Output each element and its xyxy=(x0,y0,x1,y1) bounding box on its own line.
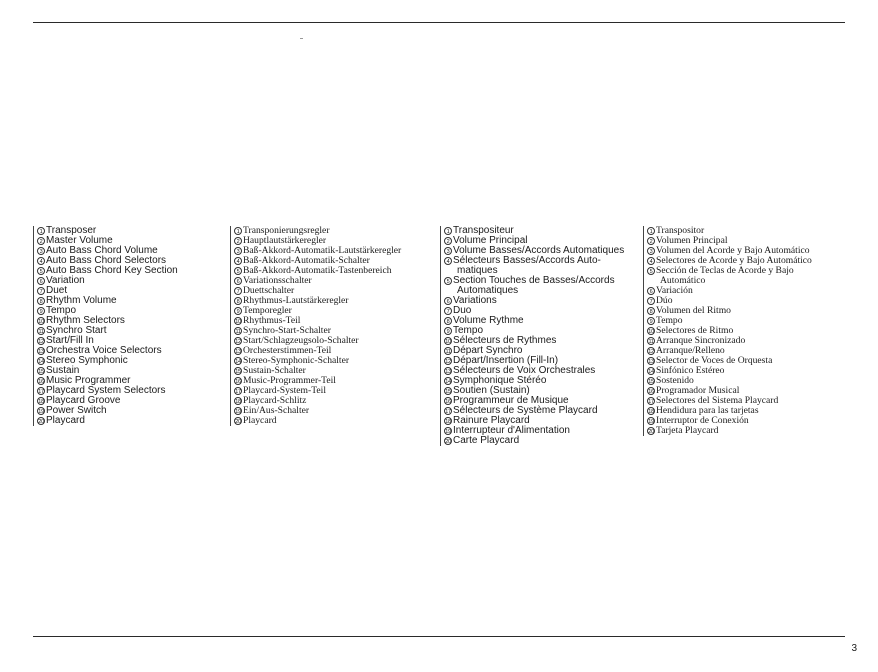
item-label: Soutien (Sustain) xyxy=(453,385,530,396)
item-number-badge: 5 xyxy=(647,267,655,275)
item-number-badge: 17 xyxy=(445,409,451,415)
item-number-badge: 8 xyxy=(234,297,242,305)
item-label: Variations xyxy=(453,295,497,306)
item-label: Start/Schlagzeugsolo-Schalter xyxy=(243,335,359,346)
item-label: Orchesterstimmen-Teil xyxy=(243,345,332,356)
item-number-badge: 7 xyxy=(444,307,452,315)
item-number-badge: 3 xyxy=(37,247,45,255)
item-number-badge: 8 xyxy=(444,317,452,325)
item-label: Hendidura para las tarjetas xyxy=(656,405,759,416)
item-label: Volume Rythme xyxy=(453,315,524,326)
item-label: Variation xyxy=(46,275,85,286)
item-number-badge: 17 xyxy=(38,389,44,395)
bottom-rule xyxy=(33,636,845,637)
item-label: Auto Bass Chord Volume xyxy=(46,245,158,256)
item-label: Orchestra Voice Selectors xyxy=(46,345,162,356)
item-number-badge: 5 xyxy=(37,267,45,275)
item-number-badge: 12 xyxy=(38,339,44,345)
item-label: Volumen del Acorde y Bajo Automático xyxy=(656,245,810,256)
item-label: Dúo xyxy=(656,295,673,306)
item-label: Programador Musical xyxy=(656,385,740,396)
item-number-badge: 7 xyxy=(37,287,45,295)
top-rule xyxy=(33,22,845,23)
item-label: Transposer xyxy=(46,225,97,236)
item-number-badge: 9 xyxy=(444,327,452,335)
item-number-badge: 20 xyxy=(445,439,451,445)
item-number-badge: 19 xyxy=(445,429,451,435)
item-label: Playcard xyxy=(243,415,277,426)
item-number-badge: 17 xyxy=(235,389,241,395)
item-label: Tempo xyxy=(46,305,77,316)
item-number-badge: 13 xyxy=(235,349,241,355)
item-label: Rhythm Selectors xyxy=(46,315,125,326)
item-label: Selectores de Ritmo xyxy=(656,325,734,336)
item-label: Music Programmer xyxy=(46,375,131,386)
item-label: Transponierungsregler xyxy=(243,225,330,236)
list-item xyxy=(444,296,644,306)
item-number-badge: 10 xyxy=(235,319,241,325)
item-label: Sélecteurs Basses/Accords Auto- xyxy=(453,255,601,266)
item-number-badge: 4 xyxy=(444,257,452,265)
item-number-badge: 13 xyxy=(648,359,654,365)
item-label: Volume Basses/Accords Automatiques xyxy=(453,245,625,256)
item-label: Power Switch xyxy=(46,405,107,416)
item-label: Duettschalter xyxy=(243,285,295,296)
item-label: Playcard-System-Teil xyxy=(243,385,326,396)
item-label: Baß-Akkord-Automatik-Schalter xyxy=(243,255,370,266)
item-number-badge: 13 xyxy=(445,369,451,375)
item-number-badge: 19 xyxy=(235,409,241,415)
page-number: 3 xyxy=(851,643,857,654)
item-number-badge: 20 xyxy=(648,429,654,435)
item-number-badge: 18 xyxy=(235,399,241,405)
item-number-badge: 16 xyxy=(648,389,654,395)
item-number-badge: 14 xyxy=(648,369,654,375)
item-number-badge: 13 xyxy=(38,349,44,355)
item-number-badge: 15 xyxy=(235,369,241,375)
item-label: Sélecteurs de Voix Orchestrales xyxy=(453,365,596,376)
item-number-badge: 4 xyxy=(37,257,45,265)
item-number-badge: 16 xyxy=(445,399,451,405)
item-label: Auto Bass Chord Key Section xyxy=(46,265,178,276)
item-number-badge: 12 xyxy=(235,339,241,345)
item-label: Départ/Insertion (Fill-In) xyxy=(453,355,559,366)
item-label: Duet xyxy=(46,285,68,296)
item-label: Sinfónico Estéreo xyxy=(656,365,725,376)
item-label: Synchro-Start-Schalter xyxy=(243,325,331,336)
english-parts-list xyxy=(37,226,227,426)
item-number-badge: 11 xyxy=(38,329,44,335)
scan-mark xyxy=(300,38,303,39)
list-item-continuation: Automatiques xyxy=(457,285,519,296)
item-label: Sección de Teclas de Acorde y Bajo xyxy=(656,265,794,276)
item-number-badge: 10 xyxy=(38,319,44,325)
item-label: Music-Programmer-Teil xyxy=(243,375,336,386)
item-label: Auto Bass Chord Selectors xyxy=(46,255,167,266)
item-label: Master Volume xyxy=(46,235,113,246)
item-number-badge: 9 xyxy=(647,317,655,325)
item-number-badge: 4 xyxy=(647,257,655,265)
item-label: Sustain xyxy=(46,365,80,376)
item-number-badge: 10 xyxy=(445,339,451,345)
item-label: Rainure Playcard xyxy=(453,415,530,426)
item-label: Hauptlautstärkeregler xyxy=(243,235,327,246)
item-label: Volume Principal xyxy=(453,235,528,246)
item-label: Tarjeta Playcard xyxy=(656,425,719,436)
item-number-badge: 2 xyxy=(37,237,45,245)
item-number-badge: 6 xyxy=(234,277,242,285)
item-label: Interrupteur d'Alimentation xyxy=(453,425,570,436)
french-parts-list xyxy=(444,226,644,446)
item-label: Interruptor de Conexión xyxy=(656,415,749,426)
item-number-badge: 3 xyxy=(647,247,655,255)
item-number-badge: 5 xyxy=(444,277,452,285)
item-label: Section Touches de Basses/Accords xyxy=(453,275,615,286)
item-number-badge: 14 xyxy=(38,359,44,365)
item-label: Synchro Start xyxy=(46,325,107,336)
item-number-badge: 3 xyxy=(234,247,242,255)
item-label: Playcard xyxy=(46,415,85,426)
item-label: Volumen Principal xyxy=(656,235,728,246)
item-number-badge: 14 xyxy=(445,379,451,385)
item-label: Stereo-Symphonic-Schalter xyxy=(243,355,350,366)
item-number-badge: 2 xyxy=(647,237,655,245)
item-label: Selectores de Acorde y Bajo Automático xyxy=(656,255,812,266)
list-item xyxy=(37,416,227,426)
list-item xyxy=(647,426,837,436)
item-number-badge: 6 xyxy=(444,297,452,305)
item-number-badge: 1 xyxy=(234,227,242,235)
item-number-badge: 8 xyxy=(37,297,45,305)
item-label: Variación xyxy=(656,285,693,296)
column-spanish xyxy=(643,226,837,436)
item-label: Playcard System Selectors xyxy=(46,385,166,396)
item-number-badge: 7 xyxy=(234,287,242,295)
item-number-badge: 2 xyxy=(234,237,242,245)
list-item xyxy=(234,416,434,426)
item-number-badge: 8 xyxy=(647,307,655,315)
item-label: Rhythmus-Lautstärkeregler xyxy=(243,295,349,306)
item-number-badge: 3 xyxy=(444,247,452,255)
item-label: Programmeur de Musique xyxy=(453,395,569,406)
item-number-badge: 2 xyxy=(444,237,452,245)
item-number-badge: 18 xyxy=(38,399,44,405)
item-number-badge: 1 xyxy=(647,227,655,235)
item-label: Tempo xyxy=(656,315,683,326)
item-label: Rhythm Volume xyxy=(46,295,117,306)
item-label: Ein/Aus-Schalter xyxy=(243,405,310,416)
item-number-badge: 15 xyxy=(445,389,451,395)
item-number-badge: 12 xyxy=(648,349,654,355)
item-number-badge: 14 xyxy=(235,359,241,365)
item-label: Selector de Voces de Orquesta xyxy=(656,355,773,366)
item-number-badge: 17 xyxy=(648,399,654,405)
list-item xyxy=(647,286,837,296)
item-label: Variationsschalter xyxy=(243,275,312,286)
item-number-badge: 15 xyxy=(38,369,44,375)
item-label: Tempo xyxy=(453,325,484,336)
spanish-parts-list xyxy=(647,226,837,436)
item-number-badge: 19 xyxy=(648,419,654,425)
german-parts-list xyxy=(234,226,434,426)
item-number-badge: 20 xyxy=(38,419,44,425)
column-english xyxy=(33,226,227,426)
item-label: Arranque/Relleno xyxy=(656,345,725,356)
item-number-badge: 5 xyxy=(234,267,242,275)
column-french xyxy=(440,226,644,446)
item-number-badge: 1 xyxy=(444,227,452,235)
item-number-badge: 18 xyxy=(648,409,654,415)
item-label: Selectores del Sistema Playcard xyxy=(656,395,779,406)
item-label: Transpositeur xyxy=(453,225,514,236)
item-label: Sélecteurs de Rythmes xyxy=(453,335,557,346)
list-item xyxy=(444,436,644,446)
item-label: Arranque Sincronizado xyxy=(656,335,746,346)
item-number-badge: 11 xyxy=(235,329,241,335)
list-item-continuation: matiques xyxy=(457,265,498,276)
item-label: Playcard Groove xyxy=(46,395,121,406)
column-german xyxy=(230,226,434,426)
item-number-badge: 20 xyxy=(235,419,241,425)
item-number-badge: 16 xyxy=(38,379,44,385)
item-number-badge: 9 xyxy=(37,307,45,315)
item-label: Volumen del Ritmo xyxy=(656,305,731,316)
item-label: Carte Playcard xyxy=(453,435,520,446)
item-label: Start/Fill In xyxy=(46,335,94,346)
item-number-badge: 6 xyxy=(37,277,45,285)
item-label: Sustain-Schalter xyxy=(243,365,306,376)
item-label: Départ Synchro xyxy=(453,345,523,356)
item-label: Temporegler xyxy=(243,305,292,316)
item-label: Transpositor xyxy=(656,225,705,236)
list-item-continuation: Automático xyxy=(660,275,706,286)
item-number-badge: 15 xyxy=(648,379,654,385)
item-label: Sostenido xyxy=(656,375,694,386)
item-label: Rhythmus-Teil xyxy=(243,315,301,326)
item-number-badge: 1 xyxy=(37,227,45,235)
item-label: Baß-Akkord-Automatik-Tastenbereich xyxy=(243,265,392,276)
item-number-badge: 19 xyxy=(38,409,44,415)
item-label: Playcard-Schlitz xyxy=(243,395,307,406)
item-number-badge: 16 xyxy=(235,379,241,385)
item-label: Sélecteurs de Système Playcard xyxy=(453,405,598,416)
item-number-badge: 11 xyxy=(648,339,654,345)
item-number-badge: 11 xyxy=(445,349,451,355)
item-number-badge: 6 xyxy=(647,287,655,295)
item-number-badge: 12 xyxy=(445,359,451,365)
item-number-badge: 4 xyxy=(234,257,242,265)
item-label: Duo xyxy=(453,305,472,316)
item-label: Stereo Symphonic xyxy=(46,355,128,366)
item-label: Symphonique Stéréo xyxy=(453,375,547,386)
item-number-badge: 9 xyxy=(234,307,242,315)
item-number-badge: 18 xyxy=(445,419,451,425)
item-number-badge: 7 xyxy=(647,297,655,305)
item-number-badge: 10 xyxy=(648,329,654,335)
item-label: Baß-Akkord-Automatik-Lautstärkeregler xyxy=(243,245,402,256)
